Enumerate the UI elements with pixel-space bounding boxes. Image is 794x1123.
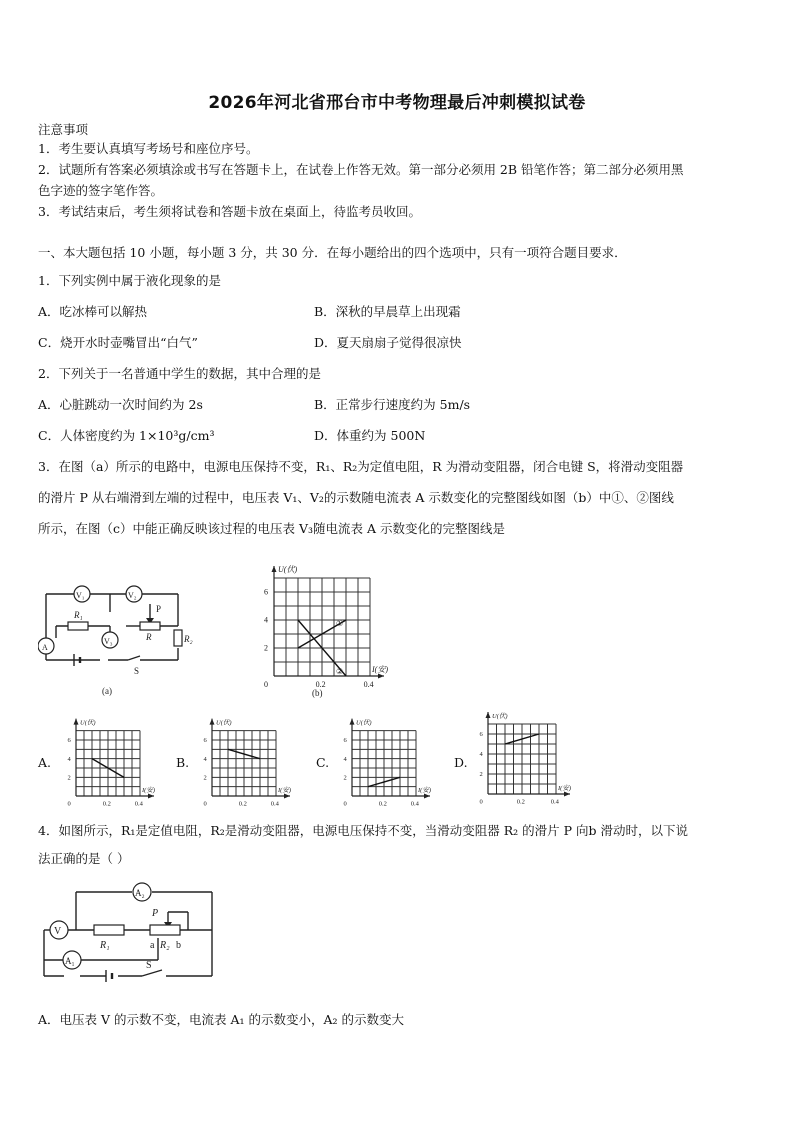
notice-heading: 注意事项	[38, 122, 89, 137]
chart-d-grid	[488, 724, 556, 794]
label-v3: V₃	[104, 637, 113, 646]
chart-c-origin: 0	[343, 800, 347, 808]
chart-b-xlabel: I(安)	[372, 665, 388, 674]
q3-line3: 所示，在图（c）中能正确反映该过程的电压表 V₃随电流表 A 示数变化的完整图线是	[38, 521, 505, 536]
chart-d-origin: 0	[479, 798, 483, 806]
notice-item-2-line2: 色字迹的签字笔作答。	[38, 183, 164, 198]
chart-d-ylabel: U(伏)	[492, 713, 508, 720]
q2-stem: 2．下列关于一名普通中学生的数据，其中合理的是	[38, 366, 321, 381]
q4-label-p: P	[152, 908, 159, 919]
q1-option-d: D．夏天扇扇子觉得很凉快	[314, 335, 462, 350]
notice-item-2-line1: 2．试题所有答案必须填涂或书写在答题卡上，在试卷上作答无效。第一部分必须用 2B 铅笔作答；第二部分必须用黑	[38, 162, 684, 177]
chart-b-series-label: ①	[336, 619, 344, 628]
chart-d-xlabel: I(安)	[558, 785, 571, 792]
q3-option-b-label: B.	[176, 755, 190, 770]
chart-d-y-arrow	[486, 712, 491, 718]
chart-c-ytick: 6	[343, 737, 347, 745]
chart-b-x-arrow	[378, 674, 384, 679]
q3-option-c-chart	[336, 716, 440, 814]
chart-c-ylabel: U(伏)	[356, 719, 372, 727]
chart-a-x-arrow	[148, 794, 154, 799]
chart-a-xtick: 0.4	[134, 800, 143, 808]
q3-option-a-label: A.	[38, 755, 52, 770]
chart-c-y-arrow	[350, 719, 355, 725]
notice-item-1: 1．考生要认真填写考场号和座位序号。	[38, 141, 259, 156]
chart-a-origin: 0	[67, 800, 71, 808]
chart-b-xtick: 0.4	[270, 800, 279, 808]
chart-b-caption: (b)	[312, 688, 323, 698]
page-title: 2026年河北省邢台市中考物理最后冲刺模拟试卷	[208, 93, 586, 113]
q4-label-s: S	[146, 960, 152, 971]
q4-option-a: A．电压表 V 的示数不变，电流表 A₁ 的示数变小，A₂ 的示数变大	[38, 1012, 404, 1027]
chart-b-x-arrow	[284, 794, 290, 799]
chart-b-ytick: 6	[203, 737, 207, 745]
q4-circuit	[40, 878, 220, 998]
chart-a-xlabel: I(安)	[142, 787, 155, 794]
chart-d-ytick: 2	[479, 771, 483, 779]
q4-label-r1: R₁	[100, 940, 110, 951]
chart-b-ytick: 6	[264, 587, 268, 597]
label-r2: R₂	[184, 634, 193, 644]
q3-option-d-label: D.	[454, 755, 468, 770]
q3-option-a-chart	[60, 716, 164, 814]
label-s: S	[134, 666, 140, 676]
q4-line2: 法正确的是（ ）	[38, 851, 130, 866]
q2-option-c: C．人体密度约为 1×10³g/cm³	[38, 428, 215, 443]
chart-b-y-arrow	[210, 719, 215, 725]
q2-option-b: B．正常步行速度约为 5m/s	[314, 397, 471, 412]
label-ammeter: A	[42, 643, 48, 652]
q2-option-a: A．心脏跳动一次时间约为 2s	[38, 397, 203, 412]
chart-c-ytick: 2	[343, 774, 347, 782]
q3-option-c-label: C.	[316, 755, 330, 770]
chart-d-x-arrow	[564, 792, 570, 797]
chart-b-origin: 0	[203, 800, 207, 808]
chart-b-ytick: 2	[264, 643, 268, 653]
q4-label-a1: A₁	[65, 956, 75, 966]
chart-b-xlabel: I(安)	[278, 787, 291, 794]
chart-b-xtick: 0.4	[363, 680, 374, 689]
q3-option-b-chart	[196, 716, 300, 814]
chart-a-xtick: 0.2	[102, 800, 111, 808]
chart-d-xtick: 0.4	[550, 798, 559, 806]
label-v2: V₂	[128, 591, 137, 600]
chart-b-series-label: ②	[336, 667, 344, 676]
q4-label-b: b	[176, 940, 181, 951]
chart-c-xtick: 0.4	[410, 800, 419, 808]
label-p: P	[156, 604, 162, 614]
chart-a-ytick: 6	[67, 737, 71, 745]
chart-b-grid	[274, 578, 370, 676]
chart-b-y-arrow	[272, 566, 277, 572]
chart-a-ylabel: U(伏)	[80, 719, 96, 727]
chart-b-grid	[212, 731, 276, 796]
section-heading: 一、本大题包括 10 小题，每小题 3 分，共 30 分．在每小题给出的四个选项中，只有一项符合题目要求．	[38, 245, 627, 260]
chart-b-xtick: 0.2	[315, 680, 326, 689]
q1-option-b: B．深秋的早晨草上出现霜	[314, 304, 461, 319]
notice-item-3: 3．考试结束后，考生须将试卷和答题卡放在桌面上，待监考员收回。	[38, 204, 421, 219]
chart-c-x-arrow	[424, 794, 430, 799]
chart-d-xtick: 0.2	[516, 798, 525, 806]
chart-c-grid	[352, 731, 416, 796]
q4-label-a2: A₂	[135, 888, 145, 898]
q2-option-d: D．体重约为 500N	[314, 428, 426, 443]
q3-chart-b	[256, 556, 406, 700]
q3-line1: 3．在图（a）所示的电路中，电源电压保持不变，R₁、R₂为定值电阻，R 为滑动变阻器，闭合电键 S，将滑动变阻器	[38, 459, 684, 474]
chart-a-grid	[76, 731, 140, 796]
label-v1: V₁	[76, 591, 85, 600]
chart-c-xtick: 0.2	[378, 800, 387, 808]
chart-a-ytick: 4	[67, 755, 71, 763]
q4-label-v: V	[54, 926, 62, 937]
q4-label-a: a	[150, 940, 155, 951]
chart-d-ytick: 4	[479, 751, 483, 759]
chart-a-ytick: 2	[67, 774, 71, 782]
chart-b-ytick: 2	[203, 774, 207, 782]
q3-line2: 的滑片 P 从右端滑到左端的过程中，电压表 V₁、V₂的示数随电流表 A 示数变化的完整图线如图（b）中①、②图线	[38, 490, 674, 505]
caption-a: (a)	[102, 686, 112, 696]
label-r: R	[146, 632, 152, 642]
chart-d-ytick: 6	[479, 731, 483, 739]
chart-b-ylabel: U(伏)	[216, 719, 232, 727]
chart-b-xtick: 0.2	[238, 800, 247, 808]
chart-c-ytick: 4	[343, 755, 347, 763]
chart-b-ytick: 4	[264, 615, 268, 625]
q3-option-d-chart	[472, 710, 582, 814]
q1-stem: 1．下列实例中属于液化现象的是	[38, 273, 221, 288]
chart-c-xlabel: I(安)	[418, 787, 431, 794]
q4-label-r2: R₂	[160, 940, 170, 951]
chart-b-origin: 0	[264, 680, 268, 689]
chart-b-ylabel: U(伏)	[278, 565, 298, 574]
chart-a-y-arrow	[74, 719, 79, 725]
chart-b-ytick: 4	[203, 755, 207, 763]
q1-option-a: A．吃冰棒可以解热	[38, 304, 148, 319]
label-r1: R₁	[74, 610, 83, 620]
q4-line1: 4．如图所示，R₁是定值电阻，R₂是滑动变阻器，电源电压保持不变，当滑动变阻器 R₂ 的滑片 P 向b 滑动时，以下说	[38, 823, 689, 838]
q3-circuit-a	[38, 578, 198, 698]
q1-option-c: C．烧开水时壶嘴冒出“白气”	[38, 335, 198, 350]
